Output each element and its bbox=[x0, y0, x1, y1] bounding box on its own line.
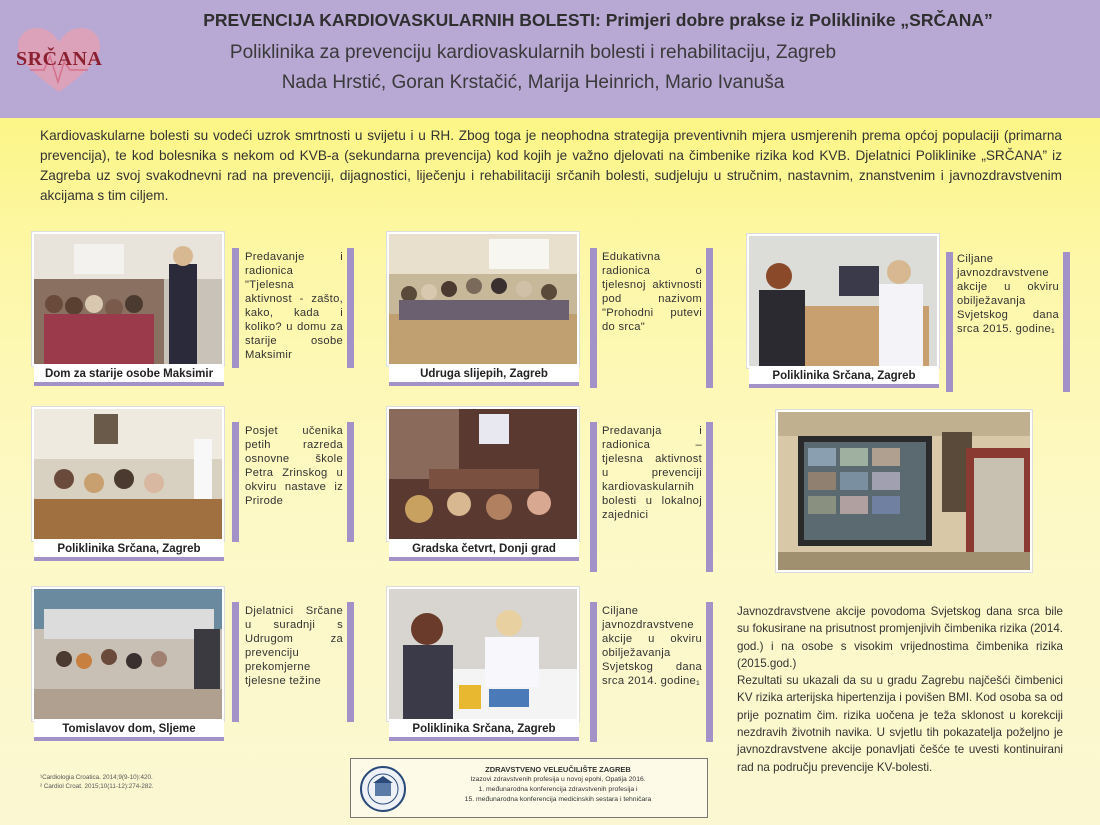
bracket-panel-4 bbox=[232, 422, 239, 542]
caption-panel-6: Tomislavov dom, Sljeme bbox=[34, 721, 224, 741]
results-paragraph-1: Javnozdravstvene akcije povodoma Svjetskog dana srca bile su fokusirane na prisutnost promjenjivih čimbenika rizika (2014. god.) i na osobe s visokim vrijednostima čimbenika rizika (2015.god.) bbox=[737, 605, 1063, 670]
bracket-panel-6 bbox=[232, 602, 239, 722]
poster-title: PREVENCIJA KARDIOVASKULARNIH BOLESTI: Primjeri dobre prakse iz Poliklinike „SRČANA” bbox=[203, 10, 993, 30]
text-panel-4: Posjet učenika petih razreda osnovne škole Petra Zrinskog u okviru nastave iz Prirode bbox=[245, 425, 343, 507]
bracket-panel-1-right bbox=[347, 248, 354, 368]
text-panel-6: Djelatnici Srčane u suradnji s Udrugom za prevenciju prekomjerne tjelesne težine bbox=[245, 605, 343, 687]
bracket-panel-3-right bbox=[1063, 252, 1070, 392]
results-paragraph-2: Rezultati su ukazali da su u gradu Zagrebu najčešći čimbenici KV rizika arterijska hipertenzija i povišen BMI. Kod osoba sa od prije poznatim čim. rizika uočena je teža sklonost u korekciji nezdravih životnih navika. U svjetlu tih pokazatelja poželjno je javnozdravstvene akcije ponavljati češće te uvesti kontinuirani rad na području prevencije KV-bolesti. bbox=[737, 674, 1063, 774]
caption-panel-3: Poliklinika Srčana, Zagreb bbox=[749, 368, 939, 388]
photo-world-heart-day-2015 bbox=[747, 234, 939, 368]
logo-text: SRČANA bbox=[16, 48, 103, 70]
footnote-1: ¹Cardiologia Croatica. 2014;9(9-10):420. bbox=[40, 774, 153, 781]
photo-local-community-workshop bbox=[387, 407, 579, 541]
caption-panel-1: Dom za starije osobe Maksimir bbox=[34, 366, 224, 386]
caption-panel-4: Poliklinika Srčana, Zagreb bbox=[34, 541, 224, 561]
caption-panel-2: Udruga slijepih, Zagreb bbox=[389, 366, 579, 386]
intro-paragraph: Kardiovaskularne bolesti su vodeći uzrok smrtnosti u svijetu i u RH. Zbog toga je neophodna strategija preventivnih mjera usmjerenih prema općoj populaciji (primarna prevencija), te kod bolesnika s nekom od KVB-a (sekundarna prevencija) kod kojih je važno djelovati na čimbenike rizika kod KVB. Djelatnici Poliklinike „SRČANA” iz Zagreba uz svoj svakodnevni rad na prevenciji, dijagnostici, liječenju i rehabilitaciji srčanih bolesti, sudjeluju u stručnim, nastavnim, znanstvenim i javnozdravstvenim akcijama s tim ciljem. bbox=[40, 128, 1062, 203]
photo-tomislavov-dom bbox=[32, 587, 224, 721]
bracket-panel-3 bbox=[946, 252, 953, 392]
text-panel-3: Ciljane javnozdravstvene akcije u okviru obilježavanja Svjetskog dana srca 2015. godine₁ bbox=[957, 253, 1059, 335]
bracket-panel-6-right bbox=[347, 602, 354, 722]
bracket-panel-1 bbox=[232, 248, 239, 368]
photo-blind-association-workshop bbox=[387, 232, 579, 366]
bracket-panel-2 bbox=[590, 248, 597, 388]
photo-lecture-elderly-home bbox=[32, 232, 224, 366]
conference-line-2: 1. međunarodna konferencija zdravstvenih profesija i bbox=[478, 786, 638, 793]
poster-authors: Nada Hrstić, Goran Krstačić, Marija Heinrich, Mario Ivanuša bbox=[281, 72, 785, 93]
caption-panel-7: Poliklinika Srčana, Zagreb bbox=[389, 721, 579, 741]
conference-line-3: 15. međunarodna konferencija medicinskih sestara i tehničara bbox=[464, 796, 652, 803]
footnotes bbox=[40, 773, 240, 791]
bracket-panel-5 bbox=[590, 422, 597, 572]
caption-panel-5: Gradska četvrt, Donji grad bbox=[389, 541, 579, 561]
school-name: ZDRAVSTVENO VELEUČILIŠTE ZAGREB bbox=[485, 765, 631, 774]
university-seal-icon bbox=[359, 765, 407, 813]
conference-text bbox=[413, 765, 703, 805]
poster-header bbox=[0, 0, 1100, 118]
text-panel-2: Edukativna radionica o tjelesnoj aktivnosti pod nazivom "Prohodni putevi do srca" bbox=[602, 251, 702, 333]
bracket-panel-7 bbox=[590, 602, 597, 742]
results-text bbox=[737, 603, 1063, 776]
bracket-panel-7-right bbox=[706, 602, 713, 742]
text-panel-7: Ciljane javnozdravstvene akcije u okviru obilježavanja Svjetskog dana srca 2014. godine₁ bbox=[602, 605, 702, 687]
bracket-panel-4-right bbox=[347, 422, 354, 542]
poster-subtitle: Poliklinika za prevenciju kardiovaskularnih bolesti i rehabilitaciju, Zagreb bbox=[229, 42, 837, 63]
text-panel-1: Predavanje i radionica "Tjelesna aktivnost - zašto, kako, kada i koliko? u domu za starije osobe Maksimir bbox=[245, 251, 343, 361]
conference-box bbox=[350, 758, 708, 818]
bracket-panel-2-right bbox=[706, 248, 713, 388]
photo-poliklinika-building-window bbox=[776, 410, 1032, 572]
photo-world-heart-day-2014 bbox=[387, 587, 579, 721]
bracket-panel-5-right bbox=[706, 422, 713, 572]
conference-line-1: Izazovi zdravstvenih profesija u novoj epohi, Opatija 2016. bbox=[470, 776, 646, 783]
footnote-2: ² Cardiol Croat. 2015;10(11-12):274-282. bbox=[40, 783, 154, 790]
text-panel-5: Predavanja i radionica – tjelesna aktivnost u prevenciji kardiovaskularnih bolesti u lokalnoj zajednici bbox=[602, 425, 702, 521]
photo-school-visit bbox=[32, 407, 224, 541]
